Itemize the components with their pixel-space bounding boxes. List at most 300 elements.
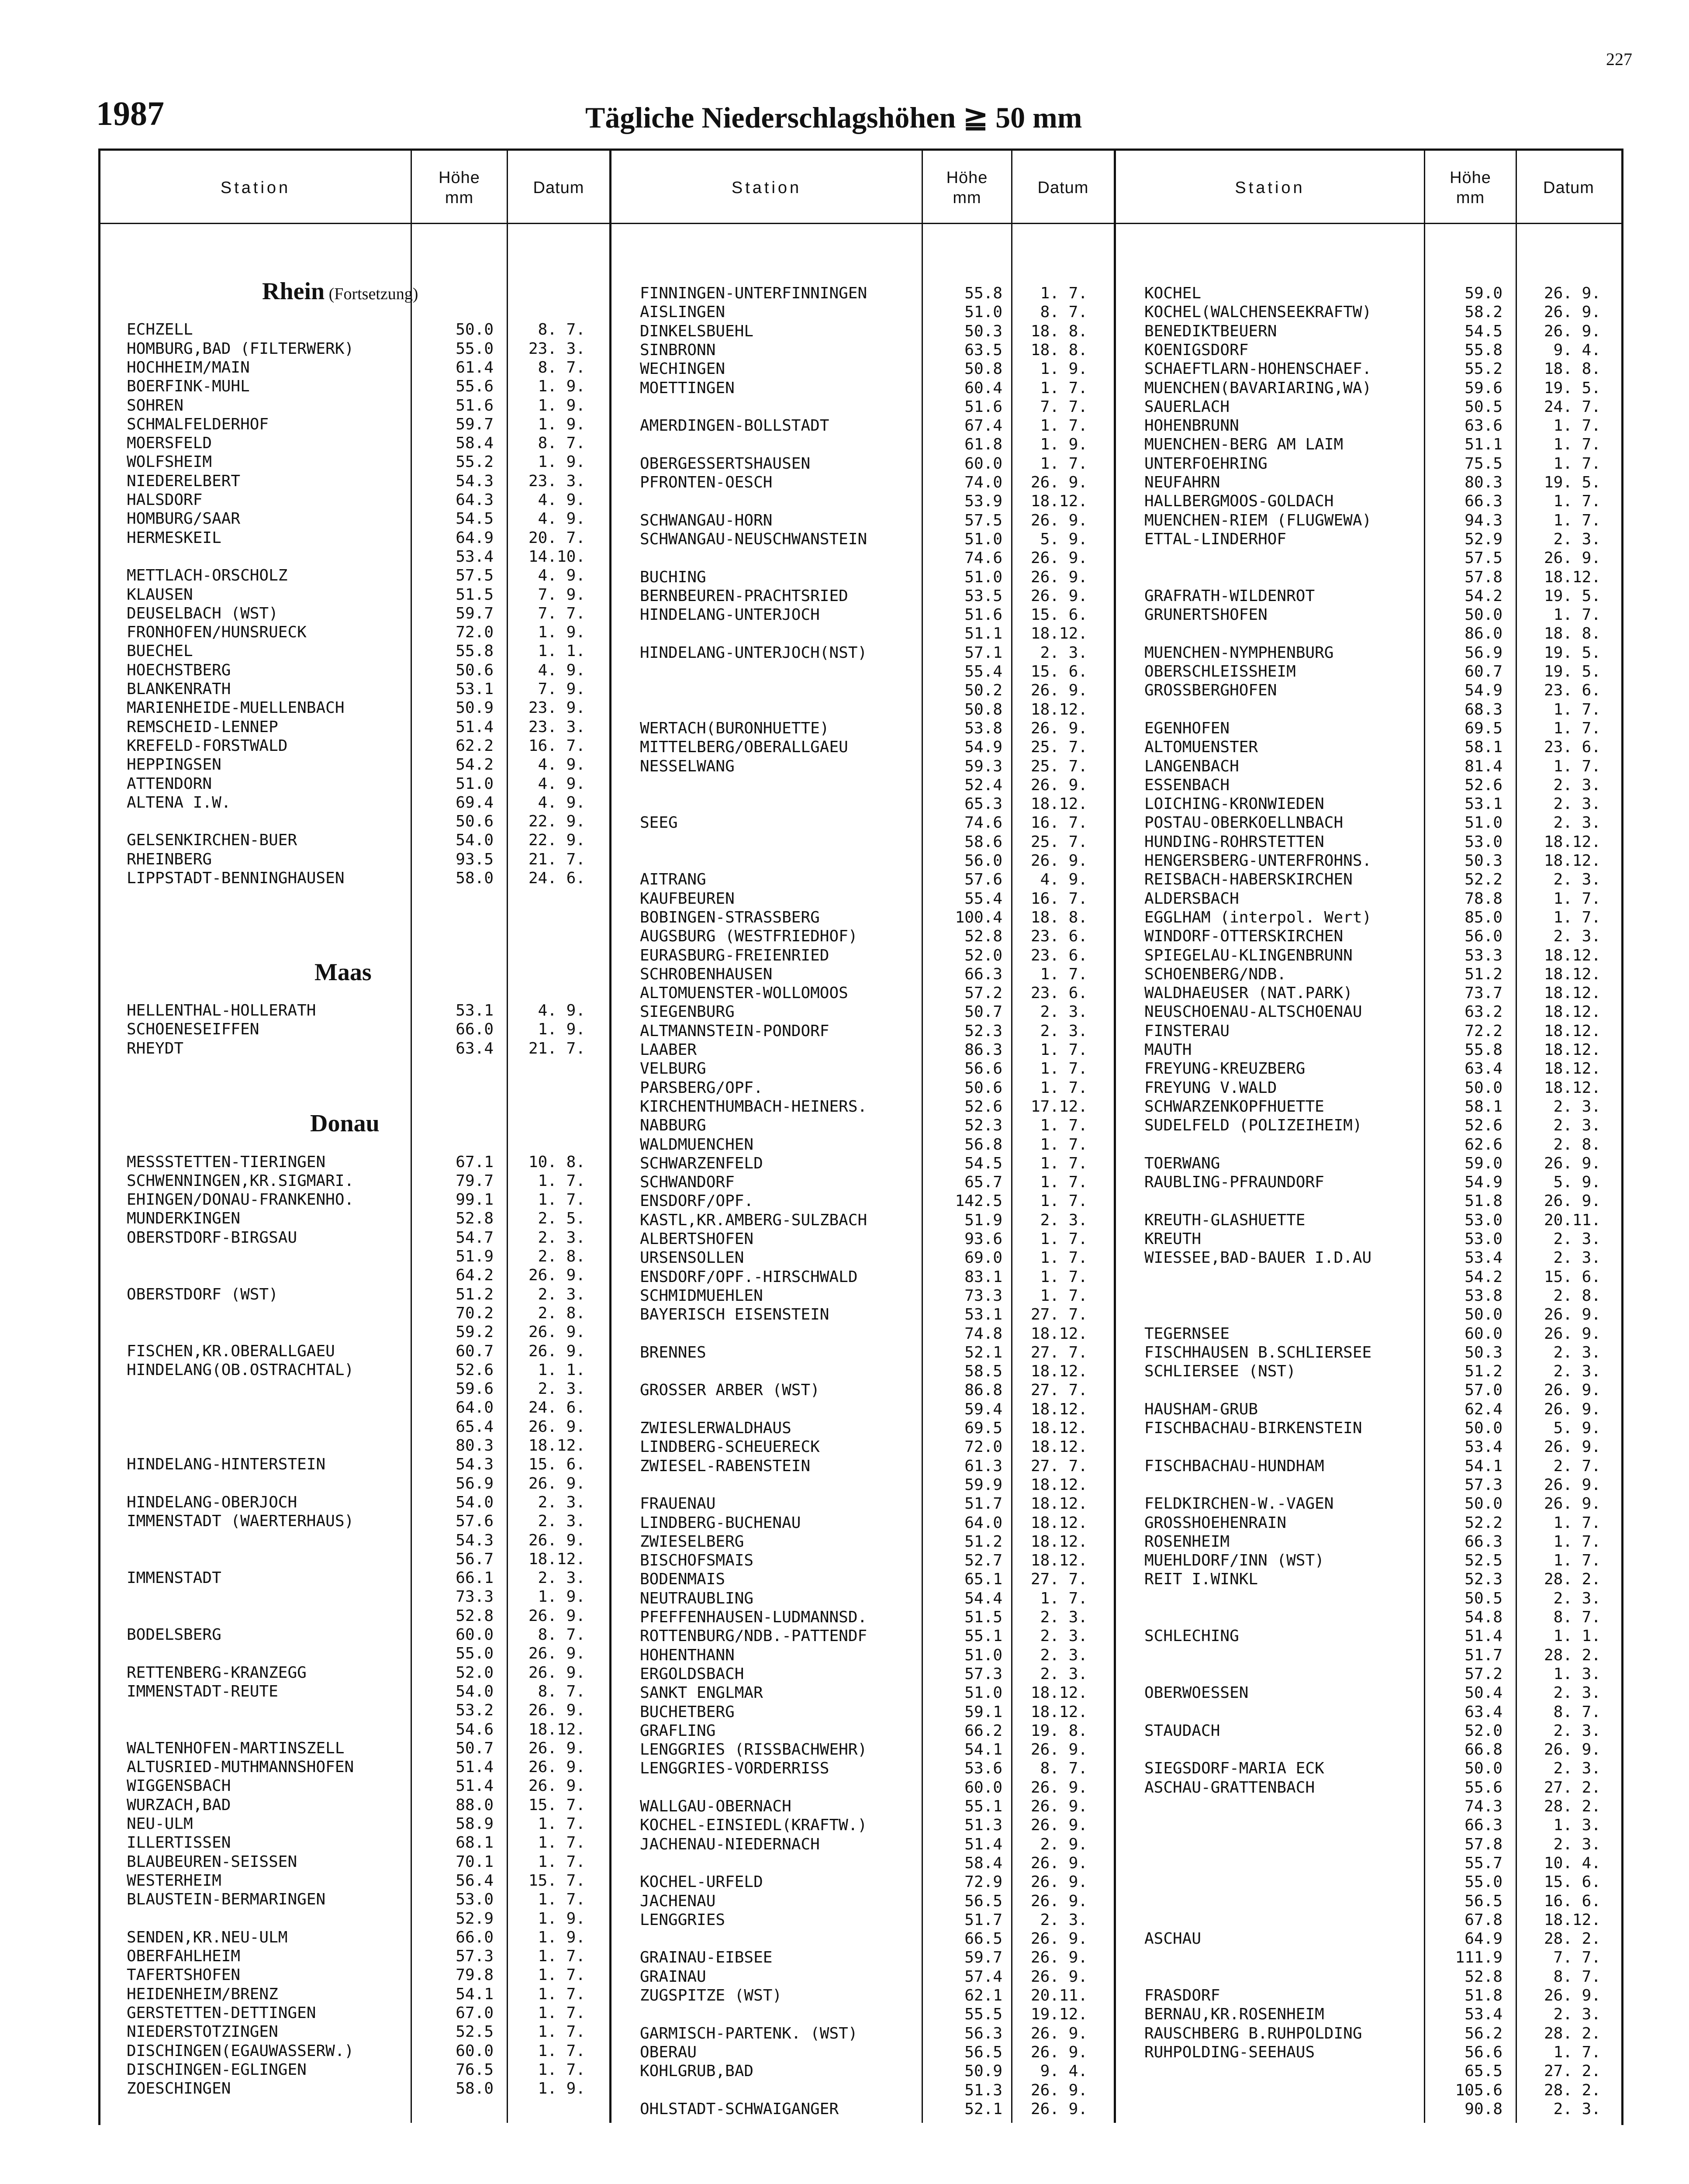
precip-value: 64.9 [456, 529, 494, 547]
date-value: 2. 3. [538, 1380, 585, 1398]
date-value: 25. 7. [1030, 833, 1088, 851]
precip-value: 60.0 [456, 2042, 494, 2060]
station-name: KOCHEL(WALCHENSEEKRAFTW) [1144, 303, 1372, 321]
date-value: 26. 9. [528, 1739, 585, 1757]
station-name: KOHLGRUB,BAD [640, 2062, 754, 2080]
date-value: 18.12. [528, 1550, 585, 1568]
date-value: 2. 3. [1553, 1116, 1601, 1135]
precip-value: 86.0 [1464, 625, 1502, 643]
station-name: KASTL,KR.AMBERG-SULZBACH [640, 1211, 867, 1229]
precip-value: 54.3 [456, 1455, 494, 1474]
station-name: LINDBERG-SCHEUERECK [640, 1438, 820, 1456]
precip-value: 56.2 [1464, 2024, 1502, 2042]
precip-value: 60.0 [964, 1778, 1002, 1797]
date-value: 26. 9. [1030, 2100, 1088, 2118]
precip-value: 50.5 [1464, 397, 1502, 416]
date-value: 1. 7. [1040, 1116, 1088, 1135]
date-value: 27. 7. [1030, 1381, 1088, 1400]
station-name: KLAUSEN [127, 585, 193, 604]
station-name: IMMENSTADT-REUTE [127, 1682, 278, 1700]
station-name: OBERSTDORF-BIRGSAU [127, 1228, 297, 1247]
station-name: DISCHINGEN-EGLINGEN [127, 2060, 307, 2079]
station-name: ROSENHEIM [1144, 1532, 1230, 1551]
precip-value: 56.9 [456, 1474, 494, 1493]
precip-value: 60.0 [964, 454, 1002, 473]
precip-value: 74.6 [964, 814, 1002, 832]
station-name: FISCHHAUSEN B.SCHLIERSEE [1144, 1343, 1372, 1362]
precip-value: 51.7 [964, 1911, 1002, 1929]
date-value: 1. 1. [538, 1361, 585, 1379]
precip-value: 55.6 [456, 377, 494, 396]
date-value: 16. 7. [528, 736, 585, 755]
date-value: 26. 9. [528, 1266, 585, 1285]
date-value: 18.12. [1030, 700, 1088, 719]
station-name: MUEHLDORF/INN (WST) [1144, 1552, 1324, 1570]
precip-value: 52.8 [1464, 1967, 1502, 1986]
station-name: STAUDACH [1144, 1721, 1220, 1740]
date-value: 2. 3. [1040, 1627, 1088, 1645]
station-name: LENGGRIES-VORDERRISS [640, 1759, 829, 1778]
date-value: 2. 3. [1553, 1721, 1601, 1740]
precip-value: 50.8 [964, 700, 1002, 719]
precip-value: 79.8 [456, 1966, 494, 1984]
date-value: 26. 9. [528, 1777, 585, 1795]
date-value: 2. 3. [538, 1228, 585, 1247]
station-name: ALTENA I.W. [127, 793, 231, 812]
station-name: VELBURG [640, 1060, 706, 1078]
precip-value: 54.6 [456, 1720, 494, 1738]
station-name: EURASBURG-FREIENRIED [640, 946, 829, 964]
date-value: 18.12. [1030, 1476, 1088, 1494]
date-value: 9. 4. [1553, 341, 1601, 359]
precip-value: 63.4 [456, 1039, 494, 1057]
station-name: FELDKIRCHEN-W.-VAGEN [1144, 1495, 1334, 1513]
date-value: 18. 8. [1030, 322, 1088, 340]
date-value: 1. 7. [1040, 1230, 1088, 1248]
precip-value: 72.0 [964, 1438, 1002, 1456]
precip-value: 51.0 [456, 774, 494, 793]
date-value: 1. 7. [1553, 1552, 1601, 1570]
col-divider [1516, 149, 1517, 2123]
date-value: 2. 3. [1553, 871, 1601, 889]
station-name: JACHENAU-NIEDERNACH [640, 1835, 820, 1853]
station-name: SCHWARZENFELD [640, 1154, 763, 1172]
precip-value: 83.1 [964, 1268, 1002, 1286]
date-value: 5. 9. [1553, 1419, 1601, 1437]
precip-value: 53.1 [1464, 795, 1502, 813]
header-station: Station [220, 178, 291, 197]
precip-value: 59.3 [964, 757, 1002, 775]
date-value: 26. 9. [528, 1701, 585, 1720]
precip-value: 50.0 [1464, 1419, 1502, 1437]
precip-value: 54.2 [1464, 587, 1502, 605]
precip-value: 65.7 [964, 1173, 1002, 1192]
precip-value: 66.3 [964, 965, 1002, 983]
station-name: HAUSHAM-GRUB [1144, 1400, 1258, 1418]
date-value: 1. 7. [1553, 889, 1601, 908]
date-value: 26. 9. [1544, 549, 1601, 567]
precip-value: 93.5 [456, 850, 494, 868]
date-value: 1. 7. [1553, 1532, 1601, 1551]
precip-value: 53.4 [1464, 2005, 1502, 2024]
station-name: FREYUNG V.WALD [1144, 1078, 1277, 1097]
precip-value: 50.7 [964, 1003, 1002, 1021]
station-name: MUENCHEN-RIEM (FLUGWEWA) [1144, 511, 1372, 529]
date-value: 21. 7. [528, 1039, 585, 1057]
date-value: 2. 8. [1553, 1135, 1601, 1154]
precip-value: 68.3 [1464, 700, 1502, 719]
station-name: KREUTH-GLASHUETTE [1144, 1211, 1306, 1229]
date-value: 1. 7. [1040, 1135, 1088, 1154]
date-value: 1. 7. [538, 2060, 585, 2079]
date-value: 1. 7. [1553, 757, 1601, 775]
station-name: IMMENSTADT (WAERTERHAUS) [127, 1512, 354, 1531]
station-name: TAFERTSHOFEN [127, 1966, 241, 1984]
date-value: 18.12. [528, 1720, 585, 1738]
station-name: MOETTINGEN [640, 379, 735, 397]
precip-value: 74.6 [964, 549, 1002, 567]
station-name: OHLSTADT-SCHWAIGANGER [640, 2100, 839, 2118]
date-value: 17.12. [1030, 1097, 1088, 1116]
date-value: 1. 7. [1553, 1514, 1601, 1532]
precip-value: 63.6 [1464, 417, 1502, 435]
station-name: HOCHHEIM/MAIN [127, 358, 250, 377]
precip-value: 50.5 [1464, 1589, 1502, 1607]
date-value: 8. 7. [538, 434, 585, 453]
station-name: EGENHOFEN [1144, 719, 1230, 737]
precip-value: 72.2 [1464, 1022, 1502, 1040]
date-value: 4. 9. [538, 567, 585, 585]
date-value: 1. 7. [1553, 719, 1601, 737]
date-value: 24. 6. [528, 869, 585, 887]
precip-value: 51.0 [964, 1684, 1002, 1702]
precip-value: 64.0 [964, 1514, 1002, 1532]
date-value: 15. 6. [1030, 663, 1088, 681]
precip-value: 59.0 [1464, 284, 1502, 302]
station-name: ALTOMUENSTER [1144, 738, 1258, 757]
date-value: 26. 9. [1030, 681, 1088, 700]
precip-value: 50.3 [964, 322, 1002, 340]
date-value: 18.12. [1030, 1419, 1088, 1437]
date-value: 5. 9. [1553, 1173, 1601, 1192]
date-value: 26. 9. [1030, 852, 1088, 870]
station-name: SPIEGELAU-KLINGENBRUNN [1144, 946, 1353, 964]
precip-value: 51.6 [964, 606, 1002, 624]
station-name: BOERFINK-MUHL [127, 377, 250, 396]
precip-value: 52.9 [1464, 530, 1502, 548]
date-value: 26. 9. [1030, 2043, 1088, 2061]
precip-value: 100.4 [955, 908, 1002, 926]
date-value: 2. 3. [538, 1512, 585, 1531]
date-value: 26. 9. [1030, 1949, 1088, 1967]
date-value: 26. 9. [1030, 2024, 1088, 2042]
page-number: 227 [1606, 49, 1632, 69]
date-value: 8. 7. [1553, 1703, 1601, 1721]
precip-value: 52.0 [1464, 1721, 1502, 1740]
section-divider [1114, 149, 1116, 2123]
precip-value: 52.8 [964, 927, 1002, 946]
station-name: WIGGENSBACH [127, 1777, 231, 1795]
precip-value: 51.8 [1464, 1192, 1502, 1210]
precip-value: 56.0 [964, 852, 1002, 870]
station-name: GROSSER ARBER (WST) [640, 1381, 820, 1400]
date-value: 20.11. [1030, 1987, 1088, 2004]
station-name: AISLINGEN [640, 303, 725, 321]
date-value: 23. 9. [528, 699, 585, 717]
station-name: MUENCHEN-NYMPHENBURG [1144, 643, 1334, 662]
date-value: 18.12. [1544, 1078, 1601, 1097]
date-value: 18. 8. [1544, 360, 1601, 378]
date-value: 1. 7. [538, 1191, 585, 1209]
precip-value: 67.0 [456, 2004, 494, 2022]
date-value: 26. 9. [528, 1342, 585, 1360]
date-value: 8. 7. [1040, 303, 1088, 321]
precip-value: 51.3 [964, 1816, 1002, 1835]
date-value: 26. 9. [528, 1607, 585, 1625]
date-value: 4. 9. [538, 774, 585, 793]
station-name: LENGGRIES [640, 1911, 725, 1929]
station-name: NESSELWANG [640, 757, 735, 775]
section-divider [609, 149, 611, 2123]
date-value: 28. 2. [1544, 1930, 1601, 1948]
precip-value: 56.3 [964, 2024, 1002, 2042]
date-value: 1. 7. [1553, 454, 1601, 473]
station-name: SCHOENBERG/NDB. [1144, 965, 1287, 983]
date-value: 26. 9. [1544, 1324, 1601, 1343]
date-value: 1. 9. [538, 415, 585, 433]
station-name: MUNDERKINGEN [127, 1209, 241, 1228]
date-value: 1. 7. [1040, 284, 1088, 302]
precip-value: 57.0 [1464, 1381, 1502, 1400]
precip-value: 50.9 [456, 699, 494, 717]
header-hoehe: Höhe mm [439, 169, 480, 207]
station-name: REISBACH-HABERSKIRCHEN [1144, 871, 1353, 889]
precip-value: 51.9 [964, 1211, 1002, 1229]
station-name: WALDHAEUSER (NAT.PARK) [1144, 984, 1353, 1002]
station-name: MOERSFELD [127, 434, 212, 453]
station-name: ZUGSPITZE (WST) [640, 1987, 782, 2004]
date-value: 2. 3. [1553, 2100, 1601, 2118]
date-value: 26. 9. [1030, 1797, 1088, 1815]
date-value: 4. 9. [538, 793, 585, 812]
date-value: 18.12. [1030, 1684, 1088, 1702]
date-value: 18.12. [1030, 1362, 1088, 1381]
date-value: 27. 7. [1030, 1306, 1088, 1324]
station-name: AUGSBURG (WESTFRIEDHOF) [640, 927, 858, 946]
station-name: KOCHEL-URFELD [640, 1873, 763, 1891]
precip-value: 53.4 [1464, 1438, 1502, 1456]
station-name: WECHINGEN [640, 360, 725, 378]
precip-value: 62.2 [456, 736, 494, 755]
date-value: 1. 7. [538, 1890, 585, 1909]
precip-value: 50.0 [1464, 606, 1502, 624]
date-value: 2. 3. [1553, 1362, 1601, 1381]
date-value: 1. 7. [538, 1985, 585, 2003]
station-name: BENEDIKTBEUERN [1144, 322, 1277, 340]
date-value: 15. 7. [528, 1796, 585, 1814]
station-name: BUECHEL [127, 642, 193, 660]
station-name: SAUERLACH [1144, 397, 1230, 416]
precip-value: 56.5 [964, 1892, 1002, 1910]
precip-value: 51.5 [964, 1608, 1002, 1626]
precip-value: 65.3 [964, 795, 1002, 813]
date-value: 26. 9. [1030, 719, 1088, 737]
header-station: Station [1235, 178, 1305, 197]
precip-value: 52.1 [964, 1343, 1002, 1362]
station-name: FINSTERAU [1144, 1022, 1230, 1040]
precip-value: 57.2 [1464, 1665, 1502, 1683]
station-name: BISCHOFSMAIS [640, 1552, 754, 1570]
station-name: GRUNERTSHOFEN [1144, 606, 1268, 624]
date-value: 1. 9. [538, 1928, 585, 1946]
date-value: 1. 7. [1040, 1173, 1088, 1192]
station-name: WIESSEE,BAD-BAUER I.D.AU [1144, 1249, 1372, 1267]
date-value: 28. 2. [1544, 2081, 1601, 2099]
date-value: 19.12. [1030, 2005, 1088, 2024]
precip-value: 66.0 [456, 1928, 494, 1946]
date-value: 18.12. [1544, 1041, 1601, 1059]
precip-value: 62.1 [964, 1987, 1002, 2004]
precip-value: 57.5 [456, 567, 494, 585]
precip-value: 56.5 [1464, 1892, 1502, 1910]
station-name: FRONHOFEN/HUNSRUECK [127, 623, 307, 642]
precip-value: 53.2 [456, 1701, 494, 1720]
station-name: ZWIESEL-RABENSTEIN [640, 1457, 811, 1475]
precip-value: 61.8 [964, 435, 1002, 454]
precip-value: 52.6 [1464, 776, 1502, 794]
precip-value: 52.3 [1464, 1570, 1502, 1589]
precip-value: 76.5 [456, 2060, 494, 2079]
precip-value: 56.6 [1464, 2043, 1502, 2061]
precip-value: 50.6 [456, 812, 494, 831]
station-name: ENSDORF/OPF.-HIRSCHWALD [640, 1268, 858, 1286]
precip-value: 69.5 [964, 1419, 1002, 1437]
date-value: 16. 7. [1030, 889, 1088, 908]
station-name: SOHREN [127, 396, 184, 415]
precip-value: 55.7 [1464, 1854, 1502, 1872]
region-heading: Rhein (Fortsetzung) [262, 278, 418, 305]
precip-value: 64.0 [456, 1399, 494, 1417]
station-name: FRASDORF [1144, 1987, 1220, 2004]
station-name: KREUTH [1144, 1230, 1202, 1248]
date-value: 18.12. [1544, 946, 1601, 964]
date-value: 1. 7. [1040, 379, 1088, 397]
precip-value: 59.6 [456, 1380, 494, 1398]
precip-value: 59.0 [1464, 1154, 1502, 1172]
date-value: 18.12. [1030, 1400, 1088, 1418]
station-name: RHEYDT [127, 1039, 184, 1057]
date-value: 26. 9. [528, 1663, 585, 1682]
precip-value: 66.3 [1464, 492, 1502, 511]
station-name: GRAFRATH-WILDENROT [1144, 587, 1315, 605]
date-value: 26. 9. [1030, 1873, 1088, 1891]
station-name: PFEFFENHAUSEN-LUDMANNSD. [640, 1608, 867, 1626]
station-name: RUHPOLDING-SEEHAUS [1144, 2043, 1315, 2061]
station-name: ECHZELL [127, 321, 193, 339]
station-name: BUCHING [640, 568, 706, 586]
date-value: 18.12. [1544, 1022, 1601, 1040]
date-value: 18.12. [1030, 492, 1088, 511]
date-value: 1. 7. [538, 1171, 585, 1190]
station-name: KREFELD-FORSTWALD [127, 736, 288, 755]
station-name: ALTMANNSTEIN-PONDORF [640, 1022, 829, 1040]
date-value: 2. 3. [1553, 795, 1601, 813]
precip-value: 52.2 [1464, 871, 1502, 889]
precip-value: 52.2 [1464, 1514, 1502, 1532]
date-value: 19. 5. [1544, 663, 1601, 681]
header-hoehe: Höhe mm [946, 169, 988, 207]
precip-value: 50.2 [964, 681, 1002, 700]
precip-value: 66.3 [1464, 1532, 1502, 1551]
col-divider [1424, 149, 1425, 2123]
precip-value: 50.0 [1464, 1078, 1502, 1097]
precip-value: 55.6 [1464, 1778, 1502, 1797]
date-value: 1. 9. [538, 623, 585, 642]
station-name: KOCHEL-EINSIEDL(KRAFTW.) [640, 1816, 867, 1835]
date-value: 16. 7. [1030, 814, 1088, 832]
date-value: 1. 3. [1553, 1816, 1601, 1835]
precip-value: 51.2 [456, 1285, 494, 1303]
date-value: 18. 8. [1030, 341, 1088, 359]
date-value: 1. 1. [1553, 1627, 1601, 1645]
date-value: 18.12. [1030, 1438, 1088, 1456]
precip-value: 55.8 [1464, 341, 1502, 359]
station-name: HINDELANG-UNTERJOCH [640, 606, 820, 624]
precip-value: 70.2 [456, 1304, 494, 1322]
date-value: 18.12. [1030, 1532, 1088, 1551]
date-value: 26. 9. [1544, 1154, 1601, 1172]
date-value: 24. 7. [1544, 397, 1601, 416]
precip-value: 56.5 [964, 2043, 1002, 2061]
station-name: BLANKENRATH [127, 680, 231, 698]
date-value: 26. 9. [528, 1323, 585, 1341]
precip-value: 53.1 [456, 680, 494, 698]
precip-value: 66.5 [964, 1930, 1002, 1948]
station-name: PARSBERG/OPF. [640, 1078, 763, 1097]
precip-value: 57.8 [1464, 568, 1502, 586]
station-name: GROSSBERGHOFEN [1144, 681, 1277, 700]
station-name: EGGLHAM (interpol. Wert) [1144, 908, 1372, 926]
date-value: 1. 9. [538, 1909, 585, 1928]
precip-value: 93.6 [964, 1230, 1002, 1248]
date-value: 21. 7. [528, 850, 585, 868]
station-name: POSTAU-OBERKOELLNBACH [1144, 814, 1344, 832]
precip-value: 63.2 [1464, 1003, 1502, 1021]
date-value: 2. 3. [1040, 1665, 1088, 1683]
station-name: ILLERTISSEN [127, 1834, 231, 1852]
precip-value: 50.0 [1464, 1759, 1502, 1778]
precip-value: 57.6 [456, 1512, 494, 1531]
precip-value: 54.3 [456, 1531, 494, 1549]
date-value: 2. 3. [538, 1493, 585, 1511]
station-name: HALLBERGMOOS-GOLDACH [1144, 492, 1334, 511]
station-name: MESSSTETTEN-TIERINGEN [127, 1153, 326, 1171]
date-value: 2. 3. [1553, 927, 1601, 946]
precip-value: 51.7 [1464, 1646, 1502, 1664]
date-value: 2. 3. [538, 1285, 585, 1303]
date-value: 1. 3. [1553, 1665, 1601, 1683]
station-name: HINDELANG(OB.OSTRACHTAL) [127, 1361, 354, 1379]
date-value: 18.12. [1030, 1703, 1088, 1721]
precip-value: 52.5 [456, 2023, 494, 2041]
date-value: 1. 7. [1040, 454, 1088, 473]
precip-value: 51.4 [1464, 1627, 1502, 1645]
precip-value: 55.8 [456, 642, 494, 660]
col-divider [1011, 149, 1012, 2123]
precip-value: 52.6 [964, 1097, 1002, 1116]
date-value: 1. 7. [1553, 435, 1601, 454]
date-value: 26. 9. [1030, 2081, 1088, 2099]
